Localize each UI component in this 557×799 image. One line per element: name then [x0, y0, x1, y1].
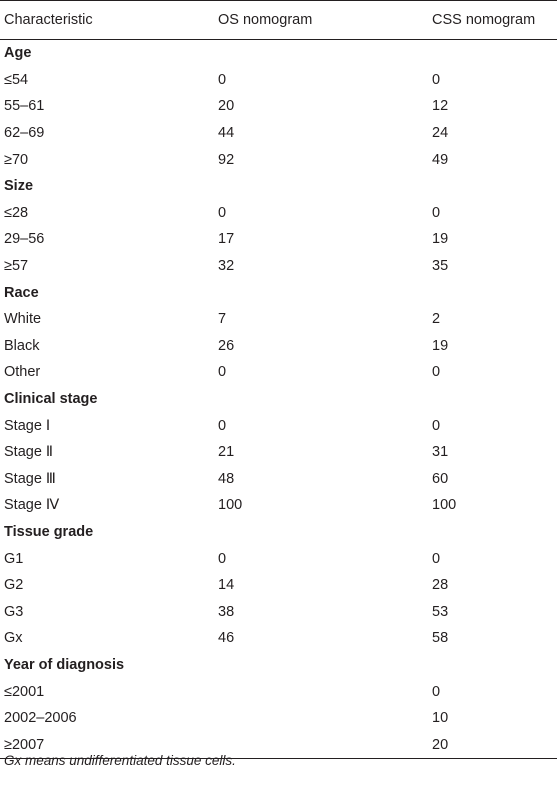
cell-css: 2	[432, 311, 441, 328]
cell-os: 0	[218, 417, 227, 434]
section-row	[0, 173, 557, 200]
cell-characteristic: Black	[4, 337, 40, 354]
cell-css: 100	[432, 497, 457, 514]
cell-os: 17	[218, 231, 235, 248]
cell-characteristic: White	[4, 311, 42, 328]
cell-characteristic: 29–56	[4, 231, 45, 248]
table-row	[0, 545, 557, 572]
cell-css: 28	[432, 577, 449, 594]
table-row	[0, 226, 557, 253]
cell-characteristic: 55–61	[4, 98, 45, 115]
cell-characteristic: ≤2001	[4, 683, 45, 700]
cell-characteristic: Stage Ⅱ	[4, 444, 54, 461]
cell-characteristic: Race	[4, 284, 39, 301]
section-row	[0, 652, 557, 679]
cell-characteristic: Stage Ⅰ	[4, 417, 51, 434]
cell-os	[214, 652, 428, 679]
cell-css: 0	[432, 71, 441, 88]
table-row	[0, 200, 557, 227]
cell-os: 0	[218, 71, 227, 88]
cell-os: 14	[218, 577, 235, 594]
header-row	[0, 1, 557, 40]
table-body	[0, 40, 557, 759]
cell-os: 26	[218, 337, 235, 354]
table-row	[0, 67, 557, 94]
cell-css	[428, 386, 557, 413]
cell-css	[428, 40, 557, 67]
section-row	[0, 40, 557, 67]
table-row	[0, 120, 557, 147]
cell-characteristic: Year of diagnosis	[4, 656, 125, 673]
cell-os: 92	[218, 151, 235, 168]
cell-characteristic: G3	[4, 603, 24, 620]
cell-os: 0	[218, 204, 227, 221]
header-characteristic: Characteristic	[0, 1, 214, 40]
cell-css: 49	[432, 151, 449, 168]
section-row	[0, 386, 557, 413]
cell-characteristic: Other	[4, 364, 41, 381]
cell-os: 48	[218, 470, 235, 487]
table-header	[0, 1, 557, 40]
cell-os: 21	[218, 444, 235, 461]
table-row	[0, 492, 557, 519]
cell-os	[214, 386, 428, 413]
cell-os	[214, 173, 428, 200]
cell-characteristic: Age	[4, 45, 32, 62]
cell-css: 0	[432, 364, 441, 381]
cell-os: 46	[218, 630, 235, 647]
table-row	[0, 93, 557, 120]
cell-css	[428, 173, 557, 200]
table-row	[0, 439, 557, 466]
cell-os: 100	[218, 497, 243, 514]
cell-css: 0	[432, 204, 441, 221]
cell-characteristic: ≥70	[4, 151, 29, 168]
cell-os: 7	[218, 311, 227, 328]
cell-characteristic: Size	[4, 178, 34, 195]
cell-css: 58	[432, 630, 449, 647]
cell-css: 0	[432, 550, 441, 567]
cell-css: 19	[432, 231, 449, 248]
cell-characteristic: Clinical stage	[4, 391, 98, 408]
table-row	[0, 333, 557, 360]
cell-css: 35	[432, 258, 449, 275]
table-row	[0, 253, 557, 280]
table-footnote: Gx means undifferentiated tissue cells.	[4, 753, 236, 768]
cell-characteristic: Gx	[4, 630, 23, 647]
cell-css: 0	[432, 417, 441, 434]
cell-css: 10	[432, 710, 449, 727]
header-css-nomogram: CSS nomogram	[428, 1, 557, 40]
cell-os	[214, 519, 428, 546]
table-row	[0, 625, 557, 652]
table-row	[0, 572, 557, 599]
cell-characteristic: G2	[4, 577, 24, 594]
cell-os	[214, 705, 428, 732]
header-os-nomogram: OS nomogram	[214, 1, 428, 40]
cell-css	[428, 519, 557, 546]
cell-os: 20	[218, 98, 235, 115]
cell-characteristic: 2002–2006	[4, 710, 77, 727]
cell-css: 20	[428, 731, 557, 758]
table-row	[0, 598, 557, 625]
table-row	[0, 306, 557, 333]
cell-characteristic: ≤28	[4, 204, 29, 221]
cell-css: 24	[432, 125, 449, 142]
cell-css: 0	[432, 683, 441, 700]
cell-os	[214, 731, 428, 758]
cell-css: 60	[432, 470, 449, 487]
cell-characteristic: ≥57	[4, 258, 29, 275]
cell-characteristic: 62–69	[4, 125, 45, 142]
table-row	[0, 412, 557, 439]
cell-os: 44	[218, 125, 235, 142]
cell-characteristic: Tissue grade	[4, 523, 94, 540]
cell-css: 31	[432, 444, 449, 461]
cell-css	[428, 652, 557, 679]
table-row	[0, 678, 557, 705]
cell-characteristic: G1	[4, 550, 24, 567]
cell-os: 0	[218, 364, 227, 381]
cell-os: 32	[218, 258, 235, 275]
cell-os: 38	[218, 603, 235, 620]
table-row	[0, 705, 557, 732]
cell-css: 12	[432, 98, 449, 115]
table-row	[0, 359, 557, 386]
cell-css: 19	[432, 337, 449, 354]
table-row	[0, 466, 557, 493]
cell-css	[428, 279, 557, 306]
cell-characteristic: ≤54	[4, 71, 29, 88]
section-row	[0, 279, 557, 306]
cell-characteristic: ≥2007	[0, 731, 214, 758]
cell-css: 53	[432, 603, 449, 620]
cell-os: 0	[218, 550, 227, 567]
cell-os	[214, 279, 428, 306]
cell-os	[214, 678, 428, 705]
cell-characteristic: Stage Ⅲ	[4, 470, 56, 487]
cell-characteristic: Stage Ⅳ	[4, 497, 60, 514]
section-row	[0, 519, 557, 546]
table-row	[0, 146, 557, 173]
cell-os	[214, 40, 428, 67]
